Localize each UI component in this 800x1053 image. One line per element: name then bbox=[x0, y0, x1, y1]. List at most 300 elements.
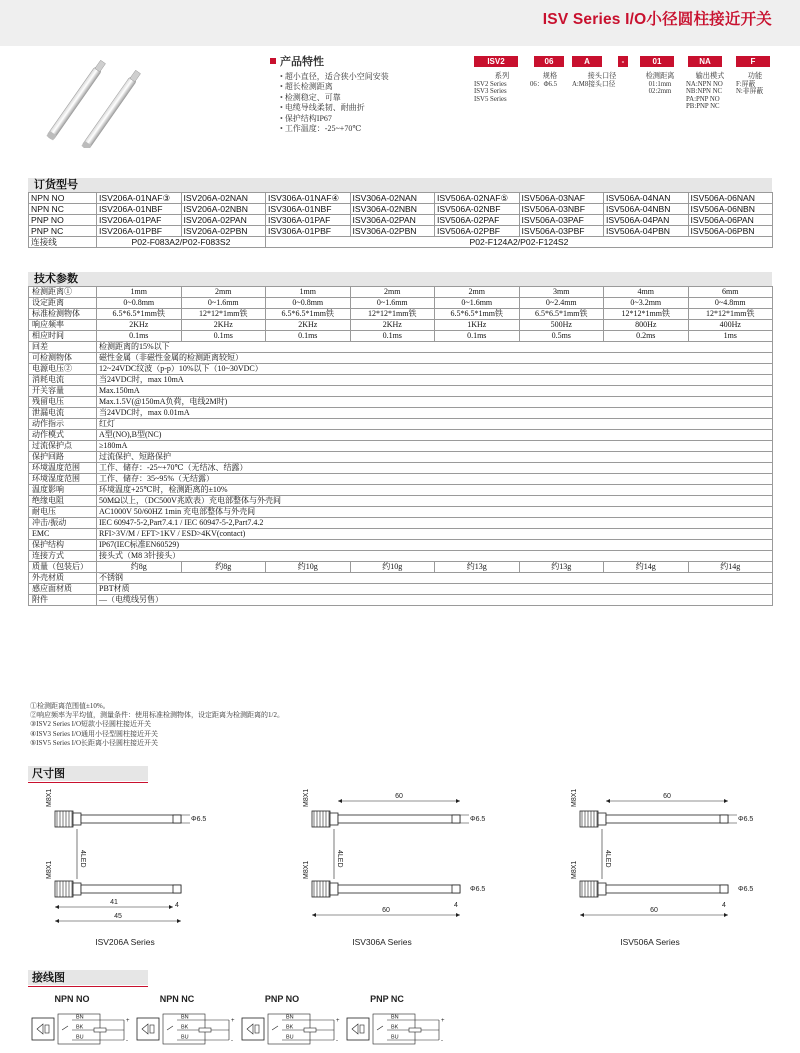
spec-value-cell: 2KHz bbox=[350, 320, 435, 331]
sensor-face-shape bbox=[452, 815, 460, 823]
spec-value-cell: 0~0.8mm bbox=[266, 298, 351, 309]
wiring-diagram-group bbox=[32, 994, 445, 1044]
order-model-cell: ISV506A-03PBF bbox=[519, 226, 604, 237]
feature-item: • 保护结构IP67 bbox=[280, 114, 389, 124]
spec-row bbox=[29, 573, 773, 584]
polarity-label: - bbox=[441, 1038, 443, 1044]
spec-value-cell: 约14g bbox=[604, 562, 689, 573]
order-model-cell: ISV206A-02PBN bbox=[181, 226, 266, 237]
product-photo bbox=[38, 58, 148, 148]
spec-value-cell: 环境温度+25℃时，检测距离的±10% bbox=[97, 485, 773, 496]
order-model-cell: ISV506A-06PAN bbox=[688, 215, 773, 226]
spec-value-cell: 2KHz bbox=[181, 320, 266, 331]
spec-row-label: 标准检测物体 bbox=[29, 309, 97, 320]
spec-row bbox=[29, 584, 773, 595]
spec-value-cell: Max.150mA bbox=[97, 386, 773, 397]
spec-value-cell: 1mm bbox=[97, 287, 182, 298]
spec-value-cell: 检测距离的15%以下 bbox=[97, 342, 773, 353]
order-model-cell: ISV506A-04NAN bbox=[604, 193, 689, 204]
polarity-label: + bbox=[126, 1018, 130, 1024]
spec-value-cell: 工作、储存：35~95%（无结露） bbox=[97, 474, 773, 485]
order-model-cell: ISV206A-01NAF③ bbox=[97, 193, 182, 204]
spec-row bbox=[29, 375, 773, 386]
thread-shape bbox=[580, 881, 598, 897]
code-desc-heading: 检测距离 bbox=[645, 72, 675, 80]
spec-row bbox=[29, 529, 773, 540]
spec-value-cell: 当24VDC时，max 10mA bbox=[97, 375, 773, 386]
order-model-cell: ISV506A-03NAF bbox=[519, 193, 604, 204]
spec-value-cell: PBT材质 bbox=[97, 584, 773, 595]
order-model-cell: ISV206A-02PAN bbox=[181, 215, 266, 226]
spec-value-cell: 约10g bbox=[266, 562, 351, 573]
spec-row bbox=[29, 331, 773, 342]
spec-value-cell: 4mm bbox=[604, 287, 689, 298]
thread-shape bbox=[580, 811, 598, 827]
spec-weight-row bbox=[29, 562, 773, 573]
spec-value-cell: 0.1ms bbox=[97, 331, 182, 342]
code-box-distance: 01 bbox=[640, 56, 674, 67]
code-desc-heading: 系列 bbox=[494, 72, 510, 80]
code-desc-function bbox=[736, 73, 774, 96]
spec-row bbox=[29, 452, 773, 463]
spec-row bbox=[29, 430, 773, 441]
code-desc-line: N:非屏蔽 bbox=[736, 88, 764, 96]
end-length-label: 4 bbox=[454, 902, 458, 909]
spec-value-cell: 约8g bbox=[181, 562, 266, 573]
spec-row-label: 温度影响 bbox=[29, 485, 97, 496]
dimension-value: 60 bbox=[650, 907, 658, 914]
features-title bbox=[270, 53, 389, 69]
spec-row-label: 保护结构 bbox=[29, 540, 97, 551]
code-box-series: ISV2 bbox=[474, 56, 518, 67]
order-cable-row bbox=[29, 237, 773, 248]
spec-value-cell: 12*12*1mm铁 bbox=[604, 309, 689, 320]
spec-value-cell: 12*12*1mm铁 bbox=[688, 309, 773, 320]
spec-row bbox=[29, 507, 773, 518]
spec-value-cell: AC1000V 50/60HZ 1min 充电部整体与外壳间 bbox=[97, 507, 773, 518]
code-desc-spec bbox=[530, 73, 570, 88]
order-model-cell: ISV306A-02PAN bbox=[350, 215, 435, 226]
spec-row-label: 开关容量 bbox=[29, 386, 97, 397]
spec-value-cell: 1mm bbox=[266, 287, 351, 298]
spec-value-cell: 0.1ms bbox=[435, 331, 520, 342]
order-row bbox=[29, 226, 773, 237]
drawing-series-name: ISV206A Series bbox=[95, 937, 155, 947]
order-section-title: 订货型号 bbox=[28, 178, 772, 192]
cable-model-cell: P02-F124A2/P02-F124S2 bbox=[266, 237, 773, 248]
arrow-icon bbox=[456, 799, 460, 803]
feature-item: • 工作温度：-25~+70℃ bbox=[280, 124, 389, 134]
spec-value-cell: 约14g bbox=[688, 562, 773, 573]
thread-shape bbox=[55, 881, 73, 897]
dimension-drawing bbox=[571, 789, 753, 947]
order-row bbox=[29, 193, 773, 204]
code-box-dash: - bbox=[618, 56, 628, 67]
spec-row-label: 泄漏电流 bbox=[29, 408, 97, 419]
arrow-icon bbox=[606, 799, 610, 803]
spec-value-cell: 6.5*6.5*1mm铁 bbox=[97, 309, 182, 320]
spec-row bbox=[29, 441, 773, 452]
diameter-label: Φ6.5 bbox=[470, 886, 486, 893]
order-model-cell: ISV506A-02PBF bbox=[435, 226, 520, 237]
arrow-icon bbox=[169, 905, 173, 909]
spec-row-label: 外壳材质 bbox=[29, 573, 97, 584]
order-model-cell: ISV306A-02NBN bbox=[350, 204, 435, 215]
footnote: ②响应频率为平均值，测量条件：使用标准检测物体，设定距离为检测距离的1/2。 bbox=[30, 711, 284, 720]
spec-value-cell: 0~1.6mm bbox=[181, 298, 266, 309]
spec-row-label: 过流保护点 bbox=[29, 441, 97, 452]
thread-shape bbox=[55, 811, 73, 827]
polarity-label: + bbox=[231, 1018, 235, 1024]
order-model-cell: ISV306A-02NAN bbox=[350, 193, 435, 204]
wire-color-label: BN bbox=[76, 1014, 84, 1021]
footnote: ④ISV3 Series I/O通用小径型圆柱接近开关 bbox=[30, 729, 158, 738]
collar-shape bbox=[330, 813, 338, 825]
dimension-drawings bbox=[0, 785, 800, 955]
order-model-cell: ISV506A-04NBN bbox=[604, 204, 689, 215]
thread-label: M8X1 bbox=[46, 788, 53, 807]
wire-color-label: BK bbox=[181, 1024, 189, 1031]
spec-value-cell: 约8g bbox=[97, 562, 182, 573]
spec-row bbox=[29, 397, 773, 408]
code-desc-line: F:屏蔽 bbox=[736, 80, 756, 88]
spec-value-cell: A型(NO),B型(NC) bbox=[97, 430, 773, 441]
wiring-diagram-title: PNP NC bbox=[370, 994, 404, 1004]
order-model-cell: ISV506A-06NBN bbox=[688, 204, 773, 215]
spec-row bbox=[29, 353, 773, 364]
spec-value-cell: 工作、储存：-25~+70℃（无结冰、结露） bbox=[97, 463, 773, 474]
spec-value-cell: 500Hz bbox=[519, 320, 604, 331]
arrow-icon bbox=[724, 799, 728, 803]
led-label: 4LED bbox=[336, 850, 343, 868]
order-model-cell: ISV506A-04PAN bbox=[604, 215, 689, 226]
spec-value-cell: 0~2.4mm bbox=[519, 298, 604, 309]
spec-row bbox=[29, 496, 773, 507]
thread-label: M8X1 bbox=[303, 860, 310, 879]
spec-value-cell: 0.1ms bbox=[266, 331, 351, 342]
spec-value-cell: IEC 60947-5-2,Part7.4.1 / IEC 60947-5-2,Part7.4.2 bbox=[97, 518, 773, 529]
spec-row bbox=[29, 463, 773, 474]
spec-row bbox=[29, 298, 773, 309]
code-desc-line: 02:2mm bbox=[648, 88, 672, 96]
order-model-cell: ISV206A-01PBF bbox=[97, 226, 182, 237]
spec-row bbox=[29, 551, 773, 562]
wire-color-label: BU bbox=[181, 1034, 189, 1041]
spec-value-cell: 0.2ms bbox=[604, 331, 689, 342]
diameter-label: Φ6.5 bbox=[191, 816, 207, 823]
arrow-icon bbox=[177, 919, 181, 923]
spec-row bbox=[29, 595, 773, 606]
spec-value-cell: 6mm bbox=[688, 287, 773, 298]
spec-value-cell: 12*12*1mm铁 bbox=[181, 309, 266, 320]
footnotes bbox=[30, 702, 284, 748]
code-desc-distance bbox=[640, 73, 680, 96]
order-model-cell: ISV506A-02NBF bbox=[435, 204, 520, 215]
sensor-body-shape bbox=[606, 815, 728, 823]
wiring-diagrams bbox=[0, 990, 800, 1053]
diameter-label: Φ6.5 bbox=[470, 816, 486, 823]
order-model-cell: ISV306A-01PBF bbox=[266, 226, 351, 237]
load-resistor-icon bbox=[94, 1028, 106, 1032]
footnote: ⑤ISV5 Series I/O长距离小径圆柱接近开关 bbox=[30, 738, 158, 747]
led-label: 4LED bbox=[604, 850, 611, 868]
arrow-icon bbox=[724, 913, 728, 917]
code-desc-line: ISV2 Series bbox=[474, 80, 507, 88]
diameter-label: Φ6.5 bbox=[738, 886, 754, 893]
spec-row bbox=[29, 485, 773, 496]
wire-color-label: BU bbox=[76, 1034, 84, 1041]
spec-value-cell: 12~24VDC纹波（p-p）10%以下（10~30VDC） bbox=[97, 364, 773, 375]
order-model-cell: ISV206A-01NBF bbox=[97, 204, 182, 215]
wire-color-label: BU bbox=[391, 1034, 399, 1041]
order-model-cell: ISV506A-06PBN bbox=[688, 226, 773, 237]
spec-value-cell: 400Hz bbox=[688, 320, 773, 331]
code-desc-mode bbox=[686, 73, 734, 111]
dimension-value: 45 bbox=[114, 913, 122, 920]
code-desc-line: 06：Φ6.5 bbox=[530, 80, 558, 88]
polarity-label: - bbox=[336, 1038, 338, 1044]
code-box-spec: 06 bbox=[534, 56, 564, 67]
thread-shape bbox=[312, 811, 330, 827]
spec-row-label: 回差 bbox=[29, 342, 97, 353]
code-desc-heading: 功能 bbox=[747, 72, 763, 80]
spec-row-label: 动作模式 bbox=[29, 430, 97, 441]
feature-item: • 检测稳定、可靠 bbox=[280, 93, 389, 103]
order-model-cell: ISV506A-03NBF bbox=[519, 204, 604, 215]
features-list bbox=[280, 72, 389, 134]
sensor-face-shape bbox=[173, 885, 181, 893]
switch-symbol-icon bbox=[272, 1026, 278, 1030]
wiring-diagram bbox=[242, 994, 340, 1044]
order-row-label: NPN NC bbox=[29, 204, 97, 215]
sensor-face-shape bbox=[452, 885, 460, 893]
load-resistor-icon bbox=[409, 1028, 421, 1032]
wire-color-label: BN bbox=[181, 1014, 189, 1021]
spec-value-cell: 接头式（M8 3针接头） bbox=[97, 551, 773, 562]
spec-value-cell: 0~1.6mm bbox=[350, 298, 435, 309]
thread-label: M8X1 bbox=[571, 788, 578, 807]
spec-row-label: 残留电压 bbox=[29, 397, 97, 408]
spec-row-label: 可检测物体 bbox=[29, 353, 97, 364]
wire-color-label: BK bbox=[76, 1024, 84, 1031]
sensor-body-shape bbox=[338, 815, 460, 823]
spec-value-cell: 2mm bbox=[350, 287, 435, 298]
code-desc-heading: 输出模式 bbox=[695, 72, 725, 80]
spec-value-cell: 不锈钢 bbox=[97, 573, 773, 584]
spec-value-cell: 2mm bbox=[181, 287, 266, 298]
cable-model-cell: P02-F083A2/P02-F083S2 bbox=[97, 237, 266, 248]
spec-value-cell: 0~4.8mm bbox=[688, 298, 773, 309]
order-model-cell: ISV206A-02NAN bbox=[181, 193, 266, 204]
order-model-cell: ISV506A-04PBN bbox=[604, 226, 689, 237]
order-row-label: PNP NC bbox=[29, 226, 97, 237]
dimension-drawing bbox=[46, 789, 206, 947]
code-desc-heading: 规格 bbox=[542, 72, 558, 80]
dimension-value: 60 bbox=[395, 793, 403, 800]
code-desc-line: PB:PNP NC bbox=[686, 103, 720, 111]
code-desc-heading: 接头口径 bbox=[587, 72, 617, 80]
spec-value-cell: 0~1.6mm bbox=[435, 298, 520, 309]
order-model-cell: ISV206A-02NBN bbox=[181, 204, 266, 215]
order-model-cell: ISV306A-01NBF bbox=[266, 204, 351, 215]
spec-row-label: 连接方式 bbox=[29, 551, 97, 562]
spec-value-cell: 50MΩ以上，（DC500V兆欧表）充电部整体与外壳间 bbox=[97, 496, 773, 507]
wiring-diagram-title: NPN NO bbox=[54, 994, 90, 1004]
code-desc-line: NA:NPN NO bbox=[686, 80, 723, 88]
spec-row-label: 保护回路 bbox=[29, 452, 97, 463]
spec-row-label: 耐电压 bbox=[29, 507, 97, 518]
polarity-label: - bbox=[126, 1038, 128, 1044]
spec-value-cell: RFI>3V/M / EFT>1KV / ESD>4KV(contact) bbox=[97, 529, 773, 540]
load-resistor-icon bbox=[304, 1028, 316, 1032]
spec-value-cell: IP67(IEC标准EN60529) bbox=[97, 540, 773, 551]
spec-row-label: 设定距离 bbox=[29, 298, 97, 309]
dimension-value: 60 bbox=[382, 907, 390, 914]
code-desc-line: A:M8接头口径 bbox=[572, 80, 616, 88]
spec-value-cell: 6.5*6.5*1mm铁 bbox=[435, 309, 520, 320]
spec-value-cell: 0~3.2mm bbox=[604, 298, 689, 309]
thread-label: M8X1 bbox=[571, 860, 578, 879]
arrow-icon bbox=[55, 919, 59, 923]
order-model-cell: ISV306A-01PAF bbox=[266, 215, 351, 226]
spec-row-label: 响应频率 bbox=[29, 320, 97, 331]
switch-symbol-icon bbox=[377, 1026, 383, 1030]
spec-value-cell: 0.5ms bbox=[519, 331, 604, 342]
spec-value-cell: 3mm bbox=[519, 287, 604, 298]
feature-item: • 超长检测距离 bbox=[280, 82, 389, 92]
code-desc-series bbox=[474, 73, 530, 103]
sensor-face-shape bbox=[173, 815, 181, 823]
bullet-square-icon bbox=[270, 58, 276, 64]
spec-section-title: 技术参数 bbox=[28, 272, 772, 286]
footnote: ①检测距离范围值±10%。 bbox=[30, 702, 110, 710]
footnote: ③ISV2 Series I/O短款小径圆柱接近开关 bbox=[30, 720, 151, 729]
arrow-icon bbox=[55, 905, 59, 909]
led-label: 4LED bbox=[79, 850, 86, 868]
end-length-label: 4 bbox=[175, 902, 179, 909]
wire-color-label: BN bbox=[391, 1014, 399, 1021]
collar-shape bbox=[598, 883, 606, 895]
code-box-mode: NA bbox=[688, 56, 722, 67]
end-length-label: 4 bbox=[722, 902, 726, 909]
spec-row-label: 电源电压② bbox=[29, 364, 97, 375]
code-desc-line: ISV5 Series bbox=[474, 95, 507, 103]
code-desc-port bbox=[572, 73, 632, 88]
spec-row-label: 绝缘电阻 bbox=[29, 496, 97, 507]
spec-value-cell: 800Hz bbox=[604, 320, 689, 331]
order-model-cell: ISV506A-03PAF bbox=[519, 215, 604, 226]
wiring-diagram bbox=[32, 994, 130, 1044]
code-box-function: F bbox=[736, 56, 770, 67]
spec-row bbox=[29, 518, 773, 529]
spec-row-label: EMC bbox=[29, 529, 97, 540]
code-desc-line: NB:NPN NC bbox=[686, 88, 723, 96]
collar-shape bbox=[73, 883, 81, 895]
diameter-label: Φ6.5 bbox=[738, 816, 754, 823]
feature-item: • 超小直径，适合狭小空间安装 bbox=[280, 72, 389, 82]
sensor-body-shape bbox=[606, 885, 728, 893]
arrow-icon bbox=[312, 913, 316, 917]
spec-value-cell: 6.5*6.5*1mm铁 bbox=[519, 309, 604, 320]
spec-table bbox=[28, 286, 773, 606]
arrow-icon bbox=[580, 913, 584, 917]
spec-row bbox=[29, 320, 773, 331]
wire-color-label: BK bbox=[286, 1024, 294, 1031]
collar-shape bbox=[73, 813, 81, 825]
dimension-drawing bbox=[303, 789, 485, 947]
part-code-legend bbox=[474, 56, 774, 111]
order-table bbox=[28, 192, 773, 248]
drawing-series-name: ISV506A Series bbox=[620, 937, 680, 947]
spec-row-label: 质量（包装后） bbox=[29, 562, 97, 573]
collar-shape bbox=[598, 813, 606, 825]
sensor-body-shape bbox=[81, 885, 181, 893]
spec-row bbox=[29, 540, 773, 551]
wiring-diagram-title: PNP NO bbox=[264, 994, 300, 1004]
sensor-face-shape bbox=[720, 885, 728, 893]
wiring-diagram bbox=[347, 994, 445, 1044]
spec-value-cell: —（电缆线另售） bbox=[97, 595, 773, 606]
arrow-icon bbox=[338, 799, 342, 803]
thread-label: M8X1 bbox=[303, 788, 310, 807]
spec-row bbox=[29, 408, 773, 419]
spec-value-cell: 0~0.8mm bbox=[97, 298, 182, 309]
polarity-label: + bbox=[441, 1018, 445, 1024]
sensor-body-shape bbox=[338, 885, 460, 893]
spec-value-cell: 过流保护、短路保护 bbox=[97, 452, 773, 463]
features-title-text: 产品特性 bbox=[280, 56, 324, 68]
spec-value-cell: 2KHz bbox=[97, 320, 182, 331]
drawing-series-name: ISV306A Series bbox=[352, 937, 412, 947]
code-box-port: A bbox=[572, 56, 602, 67]
spec-row-label: 动作指示 bbox=[29, 419, 97, 430]
order-model-cell: ISV206A-01PAF bbox=[97, 215, 182, 226]
spec-row bbox=[29, 474, 773, 485]
dimension-drawing-group bbox=[46, 789, 753, 947]
spec-value-cell: 6.5*6.5*1mm铁 bbox=[266, 309, 351, 320]
spec-row bbox=[29, 364, 773, 375]
page-header bbox=[0, 0, 800, 46]
order-row-label: NPN NO bbox=[29, 193, 97, 204]
dimensions-title: 尺寸图 bbox=[28, 766, 148, 781]
wiring-diagram-title: NPN NC bbox=[159, 994, 195, 1004]
wire-color-label: BU bbox=[286, 1034, 294, 1041]
order-row-label: PNP NO bbox=[29, 215, 97, 226]
spec-row-label: 附件 bbox=[29, 595, 97, 606]
order-row bbox=[29, 215, 773, 226]
spec-value-cell: 红灯 bbox=[97, 419, 773, 430]
spec-value-cell: 2mm bbox=[435, 287, 520, 298]
spec-value-cell: 约13g bbox=[519, 562, 604, 573]
wire-color-label: BN bbox=[286, 1014, 294, 1021]
spec-row-label: 消耗电流 bbox=[29, 375, 97, 386]
spec-value-cell: 磁性金属（非磁性金属的检测距离较短） bbox=[97, 353, 773, 364]
feature-item: • 电缆导线柔韧、耐曲折 bbox=[280, 103, 389, 113]
switch-symbol-icon bbox=[167, 1026, 173, 1030]
order-model-cell: ISV506A-02PAF bbox=[435, 215, 520, 226]
code-desc-line: PA:PNP NO bbox=[686, 95, 720, 103]
thread-shape bbox=[312, 881, 330, 897]
wire-color-label: BK bbox=[391, 1024, 399, 1031]
code-desc-line: ISV3 Series bbox=[474, 88, 507, 96]
spec-row bbox=[29, 287, 773, 298]
order-model-cell: ISV506A-02NAF⑤ bbox=[435, 193, 520, 204]
polarity-label: + bbox=[336, 1018, 340, 1024]
spec-value-cell: Max.1.5V(@150mA负荷，电线2M时) bbox=[97, 397, 773, 408]
order-row bbox=[29, 204, 773, 215]
spec-row bbox=[29, 342, 773, 353]
spec-row bbox=[29, 386, 773, 397]
